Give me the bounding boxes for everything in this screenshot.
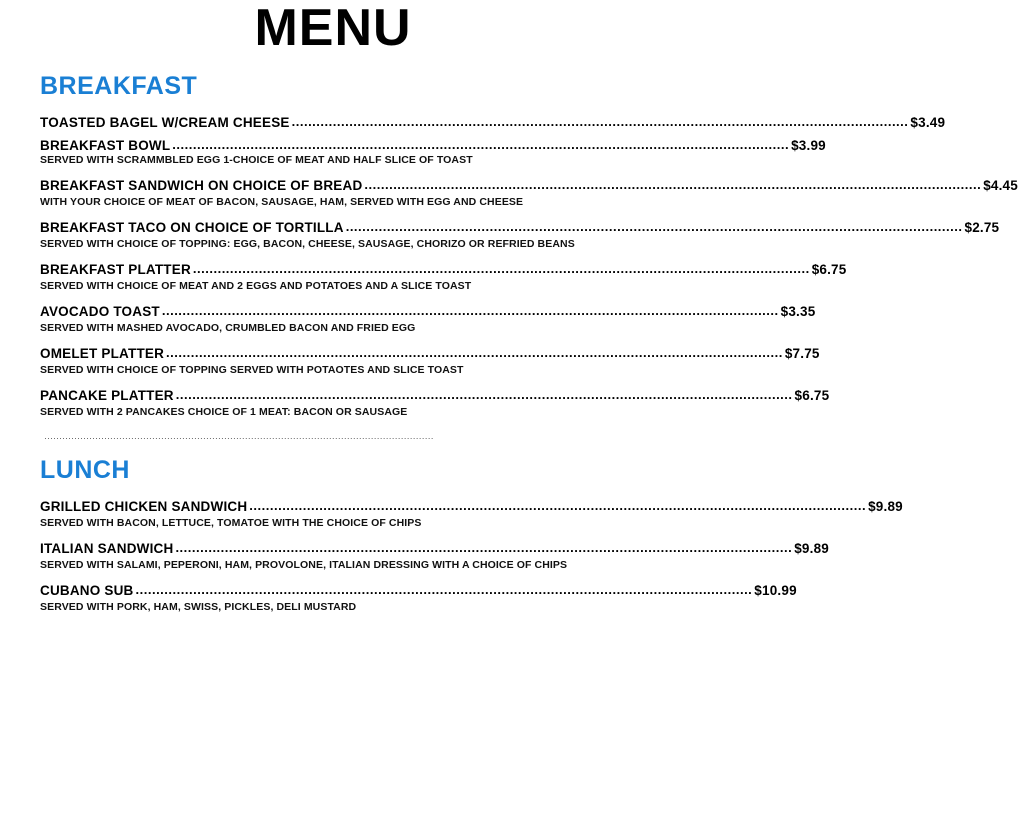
menu-item-line	[40, 178, 1018, 193]
menu-item-name: TOASTED BAGEL W/CREAM CHEESE	[40, 115, 290, 130]
menu-item-price: $9.89	[794, 541, 830, 556]
menu-item-line	[40, 220, 1000, 235]
menu-item-price: $9.89	[868, 499, 903, 514]
menu-item-description: SERVED WITH SALAMI, PEPERONI, HAM, PROVOLONE, ITALIAN DRESSING WITH A CHOICE OF CHIPS	[40, 559, 568, 571]
leader-dots	[176, 387, 793, 402]
leader-dots	[136, 582, 753, 597]
menu-item-price: $6.75	[794, 388, 830, 403]
menu-item-description: SERVED WITH SCRAMMBLED EGG 1-CHOICE OF MEAT AND HALF SLICE OF TOAST	[40, 154, 473, 166]
menu-item-line	[40, 304, 816, 319]
menu-item-description: SERVED WITH BACON, LETTUCE, TOMATOE WITH THE CHOICE OF CHIPS	[40, 517, 422, 529]
menu-item-name: BREAKFAST PLATTER	[40, 262, 191, 277]
leader-dots	[166, 345, 783, 360]
menu-item-line	[40, 138, 826, 153]
menu-item-description: SERVED WITH CHOICE OF MEAT AND 2 EGGS AND POTATOES AND A SLICE TOAST	[40, 280, 472, 292]
menu-item-description: SERVED WITH CHOICE OF TOPPING SERVED WITH POTAOTES AND SLICE TOAST	[40, 364, 464, 376]
menu-item-description: WITH YOUR CHOICE OF MEAT OF BACON, SAUSAGE, HAM, SERVED WITH EGG AND CHEESE	[40, 196, 524, 208]
menu-item-name: BREAKFAST SANDWICH ON CHOICE OF BREAD	[40, 178, 363, 193]
menu-item-description: SERVED WITH 2 PANCAKES CHOICE OF 1 MEAT: BACON OR SAUSAGE	[40, 406, 408, 418]
menu-item-price: $3.49	[910, 115, 946, 130]
menu-item	[40, 388, 830, 418]
leader-dots	[162, 303, 779, 318]
menu-item-price: $7.75	[784, 346, 820, 361]
menu-item-line	[40, 541, 830, 556]
menu-item	[40, 583, 797, 613]
leader-dots	[364, 177, 981, 192]
leader-dots	[175, 540, 792, 555]
leader-dots	[249, 498, 866, 513]
menu-item	[40, 178, 1018, 208]
menu-item	[40, 220, 1000, 250]
leader-dots	[172, 137, 789, 152]
lunch-item-list	[40, 499, 903, 613]
menu-item-line	[40, 499, 903, 514]
menu-item-name: PANCAKE PLATTER	[40, 388, 174, 403]
menu-item-description: SERVED WITH CHOICE OF TOPPING: EGG, BACON, CHEESE, SAUSAGE, CHORIZO OR REFRIED BEANS	[40, 238, 575, 250]
section-divider: ··································································································································	[44, 433, 434, 443]
menu-item-price: $2.75	[964, 220, 1000, 235]
menu-item-price: $3.99	[791, 138, 826, 153]
menu-item-description: SERVED WITH PORK, HAM, SWISS, PICKLES, DELI MUSTARD	[40, 601, 357, 613]
leader-dots	[193, 261, 810, 276]
menu-item-line	[40, 388, 830, 403]
menu-item	[40, 346, 820, 376]
menu-item	[40, 262, 847, 292]
menu-item-price: $10.99	[754, 583, 797, 598]
leader-dots	[292, 114, 909, 129]
menu-item	[40, 499, 903, 529]
leader-dots	[346, 219, 963, 234]
menu-item-name: BREAKFAST BOWL	[40, 138, 171, 153]
menu-item-name: ITALIAN SANDWICH	[40, 541, 174, 556]
menu-item-line	[40, 583, 797, 598]
menu-item-price: $4.45	[983, 178, 1018, 193]
menu-item	[40, 138, 826, 166]
menu-item-line	[40, 115, 946, 130]
menu-item-price: $3.35	[780, 304, 816, 319]
menu-item-name: AVOCADO TOAST	[40, 304, 160, 319]
menu-item-line	[40, 346, 820, 361]
section-heading-lunch: LUNCH	[40, 456, 130, 484]
menu-item-name: OMELET PLATTER	[40, 346, 165, 361]
menu-item	[40, 541, 830, 571]
page-title: MENU	[254, 0, 412, 57]
menu-item-name: BREAKFAST TACO ON CHOICE OF TORTILLA	[40, 220, 344, 235]
menu-item-line	[40, 262, 847, 277]
menu-item-name: CUBANO SUB	[40, 583, 134, 598]
menu-item	[40, 304, 816, 334]
menu-item-name: GRILLED CHICKEN SANDWICH	[40, 499, 248, 514]
section-heading-breakfast: BREAKFAST	[40, 72, 198, 100]
menu-item	[40, 115, 946, 130]
menu-item-price: $6.75	[811, 262, 847, 277]
menu-item-description: SERVED WITH MASHED AVOCADO, CRUMBLED BACON AND FRIED EGG	[40, 322, 416, 334]
breakfast-item-list	[40, 115, 1018, 418]
